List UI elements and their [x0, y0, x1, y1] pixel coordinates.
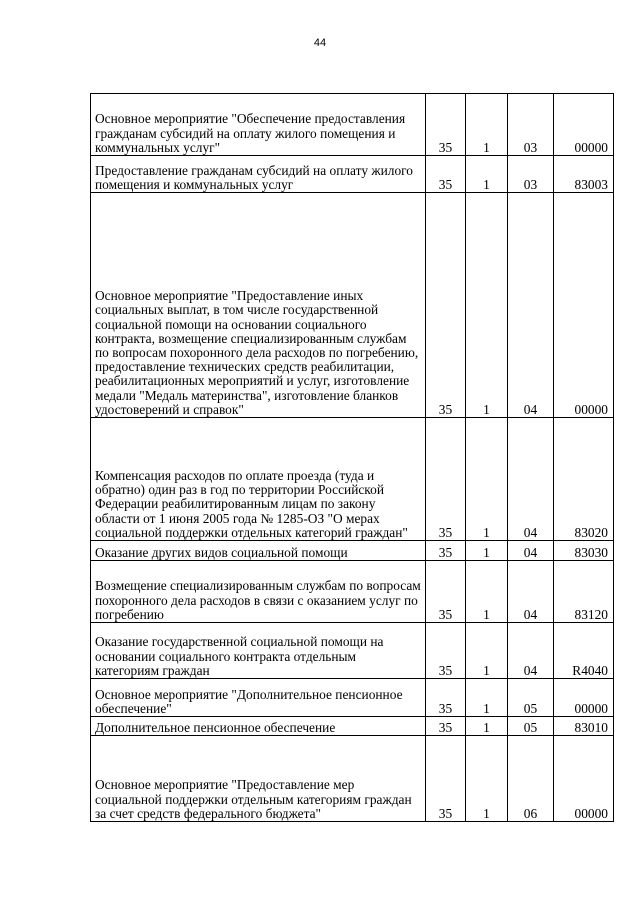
- measure-code: 03: [508, 156, 554, 193]
- table-row: [91, 561, 614, 623]
- subprogram-code: 1: [466, 418, 508, 541]
- subprogram-code: 1: [466, 679, 508, 717]
- measure-code: 04: [508, 193, 554, 418]
- direction-code: 83020: [554, 418, 614, 541]
- row-name: Оказание других видов социальной помощи: [91, 541, 426, 561]
- measure-code: 04: [508, 561, 554, 623]
- row-name: Компенсация расходов по оплате проезда (туда и обратно) один раз в год по территории Российской Федерации реабилитированным лицам по закону области от 1 июня 2005 года № 1285-ОЗ "О мерах социальной поддержки отдельных категорий граждан": [91, 418, 426, 541]
- direction-code: 83030: [554, 541, 614, 561]
- row-name: Основное мероприятие "Предоставление иных социальных выплат, в том числе государственной социальной помощи на основании социального контракта, возмещение специализированным службам по вопросам похоронного дела расходов по погребению, предоставление технических средств реабилитации, реабилитационных мероприятий и услуг, изготовление медали "Медаль материнства", изготовление бланков удостоверений и справок": [91, 193, 426, 418]
- table-row: [91, 418, 614, 541]
- table-row: [91, 736, 614, 822]
- table-row: [91, 623, 614, 679]
- direction-code: 83120: [554, 561, 614, 623]
- program-code: 35: [426, 156, 466, 193]
- program-code: 35: [426, 541, 466, 561]
- measure-code: 03: [508, 94, 554, 156]
- subprogram-code: 1: [466, 561, 508, 623]
- program-code: 35: [426, 418, 466, 541]
- budget-classification-table: [90, 93, 614, 822]
- direction-code: R4040: [554, 623, 614, 679]
- program-code: 35: [426, 94, 466, 156]
- measure-code: 05: [508, 717, 554, 736]
- program-code: 35: [426, 717, 466, 736]
- table-row: [91, 679, 614, 717]
- row-name: Основное мероприятие "Обеспечение предоставления гражданам субсидий на оплату жилого помещения и коммунальных услуг": [91, 94, 426, 156]
- row-name: Основное мероприятие "Предоставление мер социальной поддержки отдельным категориям граждан за счет средств федерального бюджета": [91, 736, 426, 822]
- subprogram-code: 1: [466, 623, 508, 679]
- direction-code: 00000: [554, 193, 614, 418]
- program-code: 35: [426, 623, 466, 679]
- program-code: 35: [426, 561, 466, 623]
- table-row: [91, 717, 614, 736]
- measure-code: 05: [508, 679, 554, 717]
- subprogram-code: 1: [466, 541, 508, 561]
- direction-code: 00000: [554, 679, 614, 717]
- direction-code: 00000: [554, 94, 614, 156]
- direction-code: 83010: [554, 717, 614, 736]
- page-number: 44: [313, 37, 327, 49]
- program-code: 35: [426, 193, 466, 418]
- table-row: [91, 541, 614, 561]
- subprogram-code: 1: [466, 717, 508, 736]
- table-row: [91, 193, 614, 418]
- program-code: 35: [426, 679, 466, 717]
- subprogram-code: 1: [466, 193, 508, 418]
- direction-code: 83003: [554, 156, 614, 193]
- subprogram-code: 1: [466, 736, 508, 822]
- direction-code: 00000: [554, 736, 614, 822]
- measure-code: 06: [508, 736, 554, 822]
- row-name: Предоставление гражданам субсидий на оплату жилого помещения и коммунальных услуг: [91, 156, 426, 193]
- row-name: Дополнительное пенсионное обеспечение: [91, 717, 426, 736]
- measure-code: 04: [508, 623, 554, 679]
- row-name: Возмещение специализированным службам по вопросам похоронного дела расходов в связи с оказанием услуг по погребению: [91, 561, 426, 623]
- measure-code: 04: [508, 418, 554, 541]
- row-name: Оказание государственной социальной помощи на основании социального контракта отдельным категориям граждан: [91, 623, 426, 679]
- measure-code: 04: [508, 541, 554, 561]
- table-row: [91, 94, 614, 156]
- row-name: Основное мероприятие "Дополнительное пенсионное обеспечение": [91, 679, 426, 717]
- program-code: 35: [426, 736, 466, 822]
- subprogram-code: 1: [466, 94, 508, 156]
- table-row: [91, 156, 614, 193]
- subprogram-code: 1: [466, 156, 508, 193]
